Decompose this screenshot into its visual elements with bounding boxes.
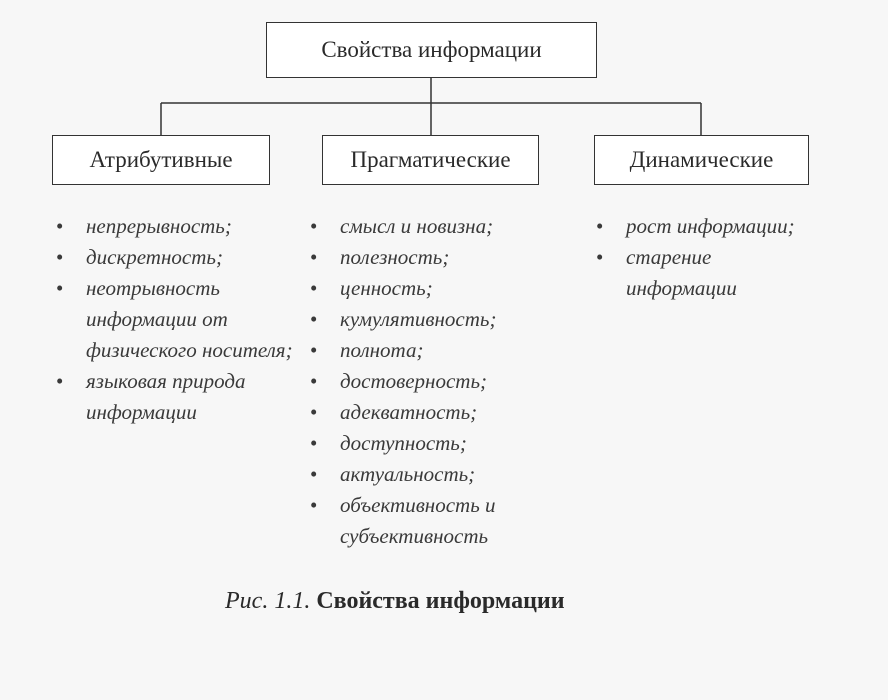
list-item: • неотрывность информации от физического носителя;	[56, 273, 296, 366]
caption-title: Свойства информации	[316, 588, 565, 614]
list-item: • старение информации	[596, 242, 796, 304]
list-item: • достоверность;	[310, 366, 600, 397]
list-item: • ценность;	[310, 273, 600, 304]
list-item: • кумулятивность;	[310, 304, 600, 335]
pragmatic-properties-list	[310, 211, 600, 552]
attributive-properties-list	[56, 211, 316, 428]
list-item: • объективность и субъективность	[310, 490, 570, 552]
list-item: • адекватность;	[310, 397, 600, 428]
category-dynamic: Динамические	[594, 135, 809, 185]
caption-number: Рис. 1.1.	[225, 588, 311, 614]
list-item: • полезность;	[310, 242, 600, 273]
figure-caption	[225, 588, 565, 615]
root-node: Свойства информации	[266, 22, 597, 78]
list-item: • актуальность;	[310, 459, 600, 490]
list-item: • рост информации;	[596, 211, 806, 242]
list-item: • полнота;	[310, 335, 600, 366]
list-item: • языковая природа информации	[56, 366, 246, 428]
list-item: • смысл и новизна;	[310, 211, 600, 242]
dynamic-properties-list	[596, 211, 836, 304]
list-item: • непрерывность;	[56, 211, 316, 242]
list-item: • дискретность;	[56, 242, 316, 273]
list-item: • доступность;	[310, 428, 600, 459]
category-pragmatic: Прагматические	[322, 135, 539, 185]
category-attributive: Атрибутивные	[52, 135, 270, 185]
